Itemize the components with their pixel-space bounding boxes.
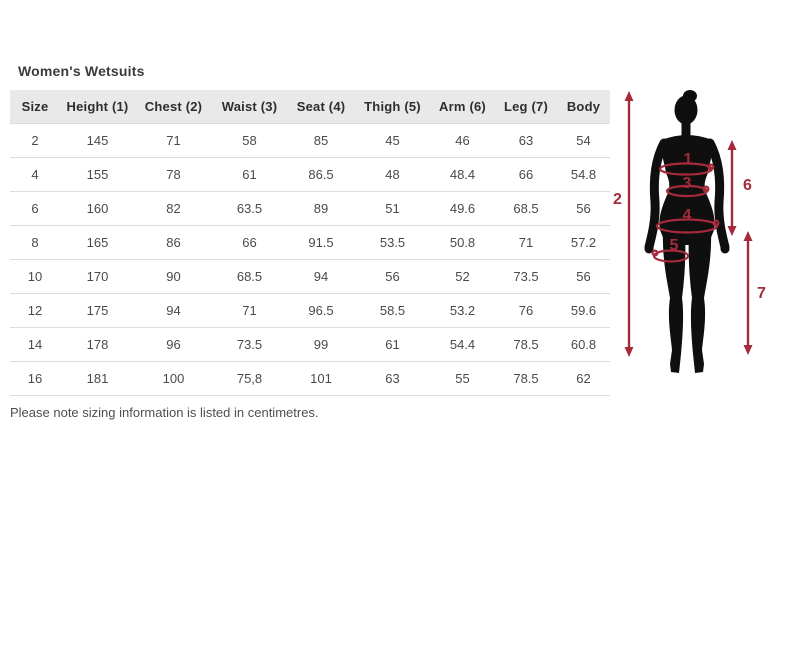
table-row bbox=[10, 294, 610, 328]
cell: 4 bbox=[10, 158, 60, 192]
cell: 51 bbox=[355, 192, 430, 226]
cell: 49.6 bbox=[430, 192, 495, 226]
col-header-thigh: Thigh (5) bbox=[355, 90, 430, 124]
cell: 71 bbox=[212, 294, 287, 328]
height-measure-arrow bbox=[613, 91, 634, 357]
cell: 48.4 bbox=[430, 158, 495, 192]
col-header-waist: Waist (3) bbox=[212, 90, 287, 124]
cell: 60.8 bbox=[557, 328, 610, 362]
cell: 58 bbox=[212, 124, 287, 158]
cell: 89 bbox=[287, 192, 355, 226]
cell: 53.5 bbox=[355, 226, 430, 260]
arm-label: 6 bbox=[743, 177, 752, 194]
cell: 75,8 bbox=[212, 362, 287, 396]
cell: 71 bbox=[135, 124, 212, 158]
height-label: 2 bbox=[613, 191, 622, 208]
sizing-note: Please note sizing information is listed in centimetres. bbox=[10, 405, 319, 420]
cell: 54.8 bbox=[557, 158, 610, 192]
leg-measure-arrow bbox=[744, 231, 767, 355]
col-header-leg: Leg (7) bbox=[495, 90, 557, 124]
col-header-body: Body bbox=[557, 90, 610, 124]
cell: 54 bbox=[557, 124, 610, 158]
page-title: Women's Wetsuits bbox=[18, 63, 145, 79]
cell: 96.5 bbox=[287, 294, 355, 328]
cell: 63 bbox=[355, 362, 430, 396]
cell: 100 bbox=[135, 362, 212, 396]
cell: 45 bbox=[355, 124, 430, 158]
cell: 12 bbox=[10, 294, 60, 328]
cell: 53.2 bbox=[430, 294, 495, 328]
table-row bbox=[10, 260, 610, 294]
cell: 14 bbox=[10, 328, 60, 362]
cell: 55 bbox=[430, 362, 495, 396]
table-row bbox=[10, 158, 610, 192]
cell: 68.5 bbox=[212, 260, 287, 294]
cell: 73.5 bbox=[495, 260, 557, 294]
cell: 50.8 bbox=[430, 226, 495, 260]
arm-measure-arrow bbox=[728, 140, 753, 236]
cell: 94 bbox=[135, 294, 212, 328]
seat-label: 4 bbox=[682, 207, 692, 224]
cell: 46 bbox=[430, 124, 495, 158]
cell: 101 bbox=[287, 362, 355, 396]
cell: 58.5 bbox=[355, 294, 430, 328]
cell: 170 bbox=[60, 260, 135, 294]
table-body bbox=[10, 124, 610, 396]
cell: 99 bbox=[287, 328, 355, 362]
col-header-size: Size bbox=[10, 90, 60, 124]
cell: 82 bbox=[135, 192, 212, 226]
cell: 56 bbox=[557, 260, 610, 294]
leg-label: 7 bbox=[757, 285, 766, 302]
thigh-label: 5 bbox=[669, 237, 679, 254]
cell: 76 bbox=[495, 294, 557, 328]
cell: 62 bbox=[557, 362, 610, 396]
table-row bbox=[10, 362, 610, 396]
cell: 52 bbox=[430, 260, 495, 294]
cell: 145 bbox=[60, 124, 135, 158]
table-row bbox=[10, 124, 610, 158]
cell: 160 bbox=[60, 192, 135, 226]
cell: 63.5 bbox=[212, 192, 287, 226]
chest-label: 1 bbox=[683, 151, 693, 168]
cell: 2 bbox=[10, 124, 60, 158]
cell: 63 bbox=[495, 124, 557, 158]
cell: 86.5 bbox=[287, 158, 355, 192]
cell: 66 bbox=[212, 226, 287, 260]
col-header-chest: Chest (2) bbox=[135, 90, 212, 124]
cell: 181 bbox=[60, 362, 135, 396]
cell: 178 bbox=[60, 328, 135, 362]
cell: 48 bbox=[355, 158, 430, 192]
cell: 57.2 bbox=[557, 226, 610, 260]
cell: 175 bbox=[60, 294, 135, 328]
size-chart-table bbox=[10, 90, 610, 396]
table-row bbox=[10, 328, 610, 362]
cell: 16 bbox=[10, 362, 60, 396]
cell: 155 bbox=[60, 158, 135, 192]
cell: 61 bbox=[355, 328, 430, 362]
cell: 61 bbox=[212, 158, 287, 192]
col-header-arm: Arm (6) bbox=[430, 90, 495, 124]
cell: 94 bbox=[287, 260, 355, 294]
cell: 66 bbox=[495, 158, 557, 192]
cell: 165 bbox=[60, 226, 135, 260]
cell: 6 bbox=[10, 192, 60, 226]
cell: 78.5 bbox=[495, 328, 557, 362]
cell: 73.5 bbox=[212, 328, 287, 362]
col-header-height: Height (1) bbox=[60, 90, 135, 124]
cell: 54.4 bbox=[430, 328, 495, 362]
table-header bbox=[10, 90, 610, 124]
cell: 78 bbox=[135, 158, 212, 192]
cell: 68.5 bbox=[495, 192, 557, 226]
cell: 10 bbox=[10, 260, 60, 294]
table-row bbox=[10, 226, 610, 260]
cell: 91.5 bbox=[287, 226, 355, 260]
cell: 96 bbox=[135, 328, 212, 362]
header-row bbox=[10, 90, 610, 124]
waist-label: 3 bbox=[682, 175, 692, 192]
cell: 85 bbox=[287, 124, 355, 158]
cell: 86 bbox=[135, 226, 212, 260]
col-header-seat: Seat (4) bbox=[287, 90, 355, 124]
cell: 56 bbox=[557, 192, 610, 226]
table-row bbox=[10, 192, 610, 226]
cell: 90 bbox=[135, 260, 212, 294]
cell: 71 bbox=[495, 226, 557, 260]
cell: 59.6 bbox=[557, 294, 610, 328]
cell: 78.5 bbox=[495, 362, 557, 396]
cell: 8 bbox=[10, 226, 60, 260]
measurement-diagram bbox=[610, 80, 780, 396]
cell: 56 bbox=[355, 260, 430, 294]
